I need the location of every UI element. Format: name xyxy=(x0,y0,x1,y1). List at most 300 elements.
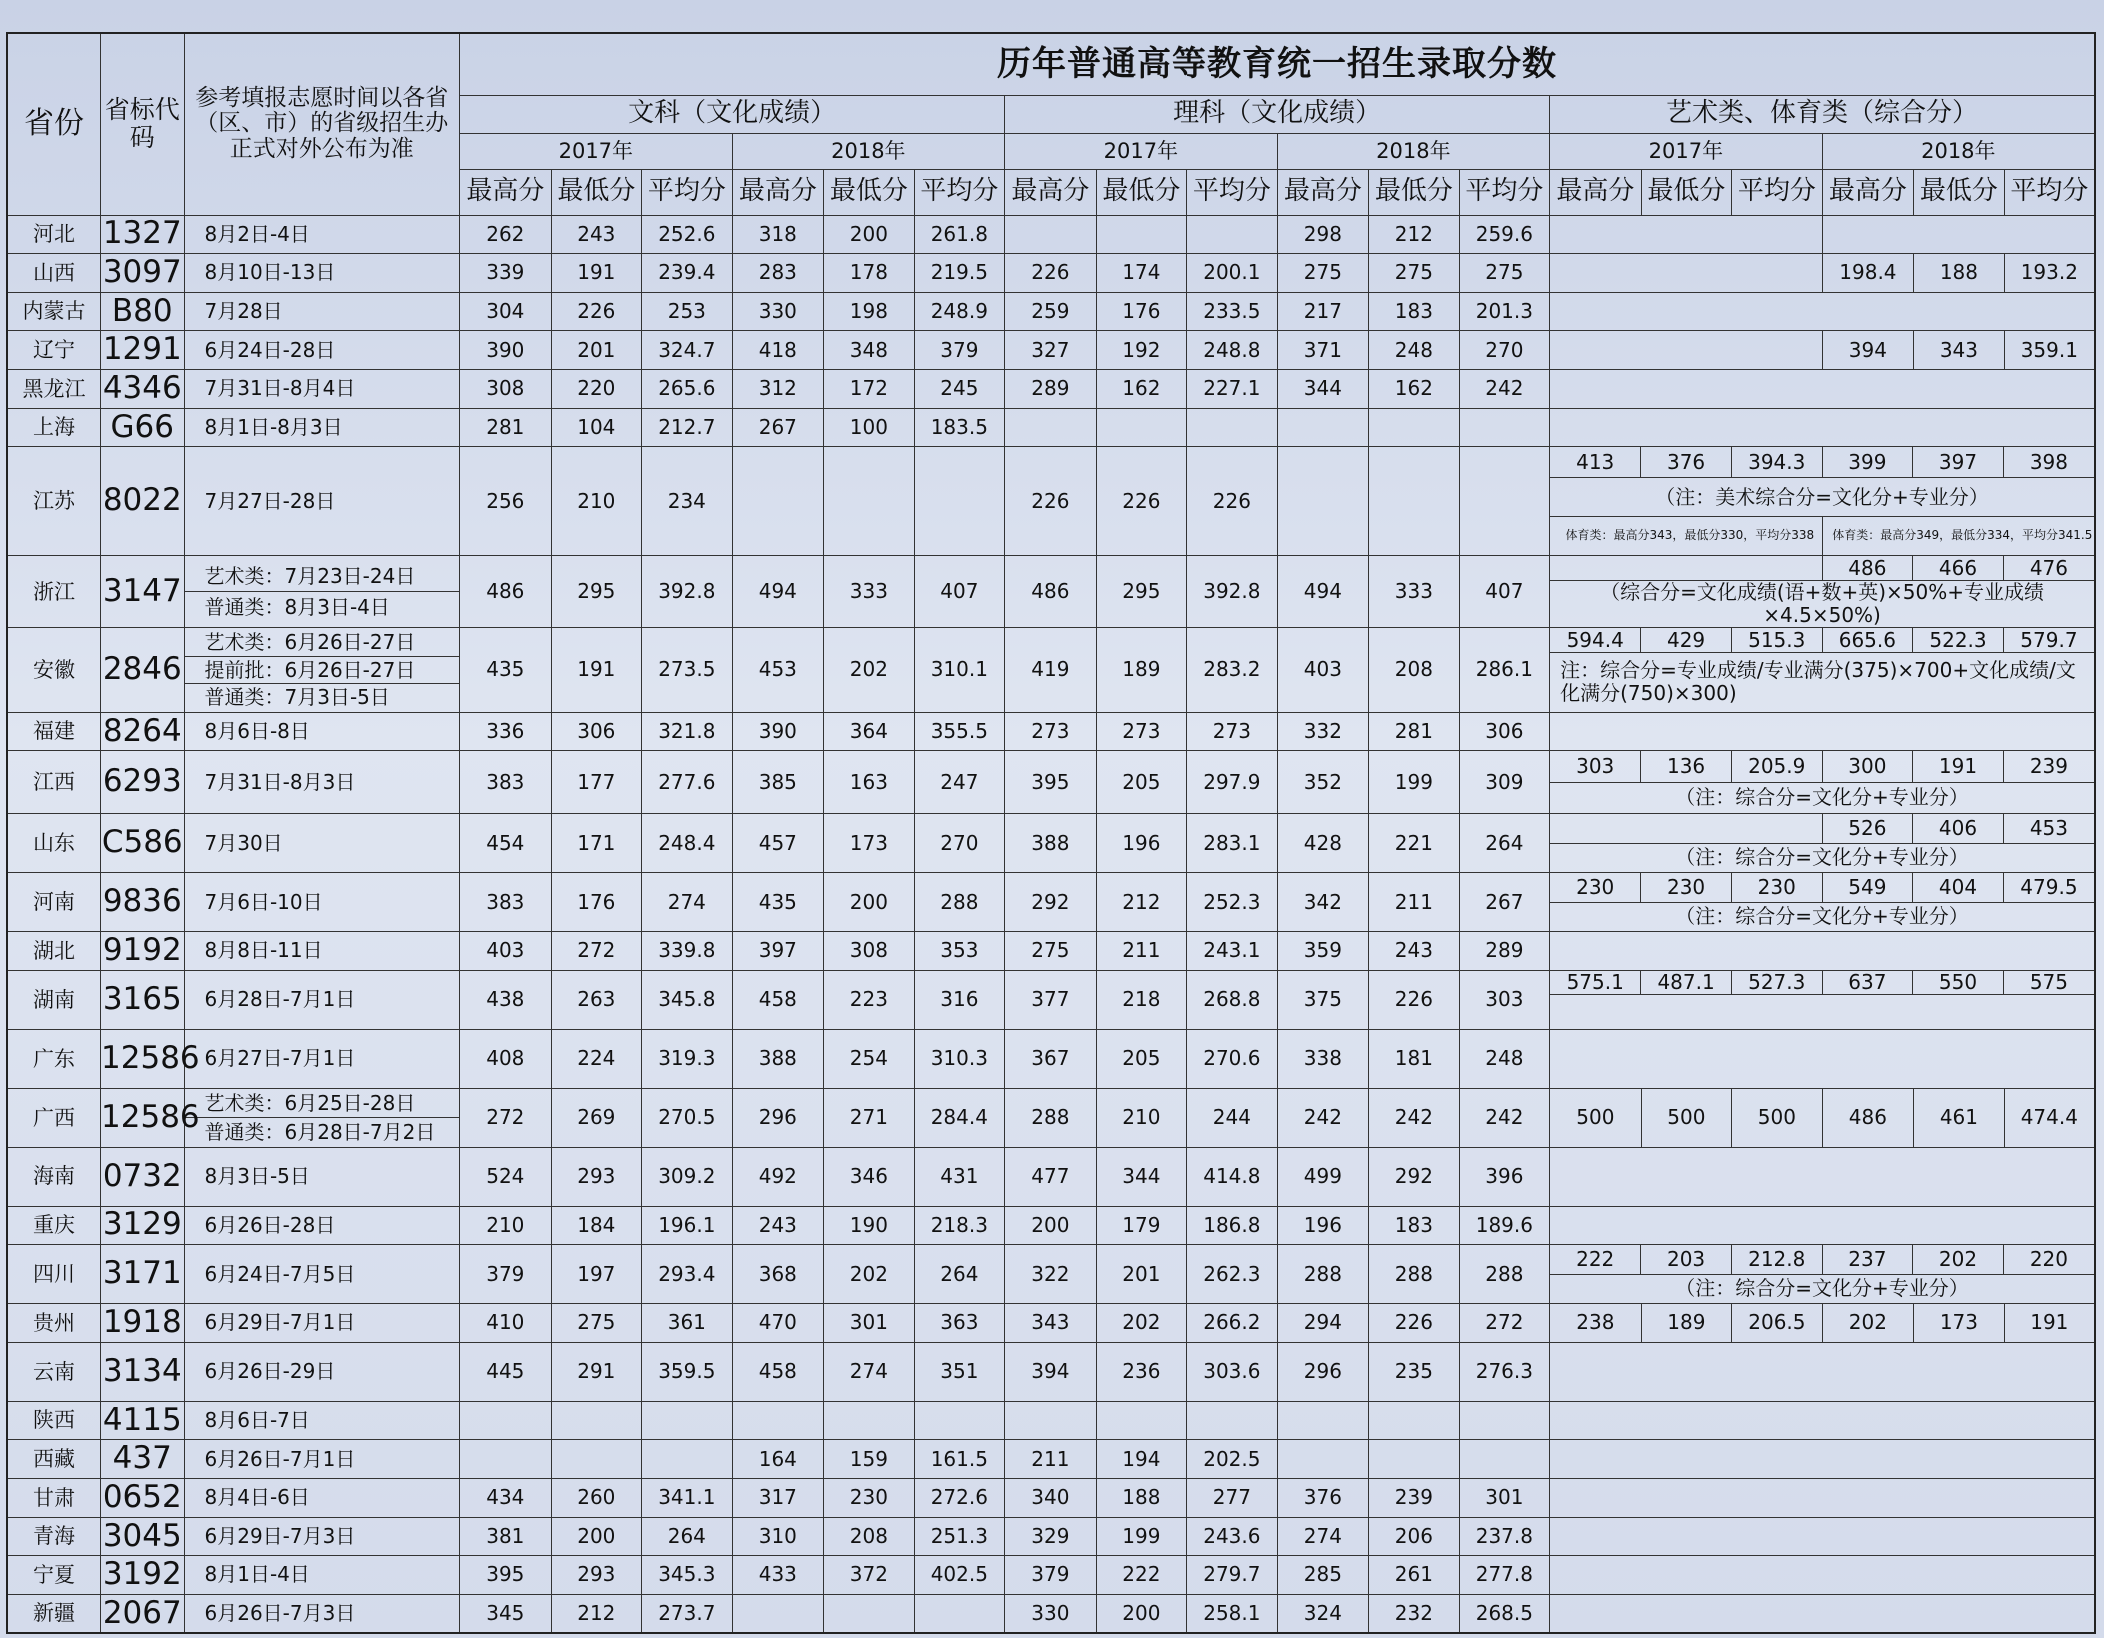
lk17-max: 327 xyxy=(1005,331,1097,370)
table-row xyxy=(7,1088,2095,1147)
wk18-max: 267 xyxy=(732,408,824,447)
lk18-avg: 264 xyxy=(1459,814,1550,873)
wk17-max: 435 xyxy=(460,628,552,712)
wk17-min: 177 xyxy=(551,751,642,814)
lk18-max: 196 xyxy=(1277,1206,1369,1245)
lk18-min: 235 xyxy=(1369,1342,1460,1401)
lk18-max: 275 xyxy=(1277,254,1369,293)
table-row xyxy=(7,1342,2095,1401)
arts-value: 413 xyxy=(1550,447,1641,477)
art-subtable xyxy=(1550,556,2094,627)
wk18-min: 200 xyxy=(824,873,915,932)
lk17-avg: 202.5 xyxy=(1187,1440,1278,1479)
wk18-avg: 248.9 xyxy=(914,292,1005,331)
wk17-avg: 273.7 xyxy=(642,1594,733,1633)
lk17-max xyxy=(1005,408,1097,447)
wk18-min: 346 xyxy=(824,1147,915,1206)
arts-empty xyxy=(1550,994,2094,1028)
lk17-max: 395 xyxy=(1005,751,1097,814)
lk18-min: 239 xyxy=(1369,1478,1460,1517)
province-name: 云南 xyxy=(7,1342,101,1401)
wk18-avg xyxy=(914,1401,1005,1440)
table-row xyxy=(7,1401,2095,1440)
province-code: 3129 xyxy=(101,1206,184,1245)
score-rows xyxy=(7,215,2095,1633)
lk17-max: 367 xyxy=(1005,1029,1097,1088)
arts-note: （注：综合分=文化分+专业分） xyxy=(1550,902,2094,931)
wk17-min: 176 xyxy=(551,873,642,932)
province-name: 新疆 xyxy=(7,1594,101,1633)
province-name: 陕西 xyxy=(7,1401,101,1440)
wk17-min: 191 xyxy=(551,628,642,712)
lk17-avg: 270.6 xyxy=(1187,1029,1278,1088)
province-name: 山东 xyxy=(7,814,101,873)
wk17-max xyxy=(460,1440,552,1479)
arts-empty xyxy=(1550,408,2095,447)
lk17-avg: 227.1 xyxy=(1187,370,1278,409)
province-code: 1291 xyxy=(101,331,184,370)
wk17-max: 395 xyxy=(460,1556,552,1595)
header-max: 最高分 xyxy=(732,169,824,215)
lk17-max: 394 xyxy=(1005,1342,1097,1401)
wk17-max: 281 xyxy=(460,408,552,447)
arts-block xyxy=(1550,1245,2095,1304)
lk17-min: 344 xyxy=(1096,1147,1187,1206)
header-min: 最低分 xyxy=(551,169,642,215)
lk18-min: 212 xyxy=(1369,215,1460,254)
wk17-avg: 359.5 xyxy=(642,1342,733,1401)
wk17-max: 390 xyxy=(460,331,552,370)
wk17-avg: 321.8 xyxy=(642,712,733,751)
arts-empty xyxy=(1550,556,1822,581)
lk17-max: 377 xyxy=(1005,970,1097,1029)
province-code: 3147 xyxy=(101,556,184,628)
group-like: 理科（文化成绩） xyxy=(1005,95,1550,133)
lk17-avg: 303.6 xyxy=(1187,1342,1278,1401)
header-max: 最高分 xyxy=(1277,169,1369,215)
wk17-max: 339 xyxy=(460,254,552,293)
wk17-min: 191 xyxy=(551,254,642,293)
lk18-min: 206 xyxy=(1369,1517,1460,1556)
ar17-min: 500 xyxy=(1641,1088,1732,1147)
wk17-min: 275 xyxy=(551,1304,642,1343)
arts-value: 550 xyxy=(1913,971,2004,995)
lk18-max: 285 xyxy=(1277,1556,1369,1595)
wk17-min: 293 xyxy=(551,1147,642,1206)
lk17-avg: 258.1 xyxy=(1187,1594,1278,1633)
arts-value: 230 xyxy=(1731,873,1822,902)
lk17-min: 236 xyxy=(1096,1342,1187,1401)
arts-value: 579.7 xyxy=(2020,627,2078,652)
lk18-avg: 201.3 xyxy=(1459,292,1550,331)
lk18-max xyxy=(1277,447,1369,556)
lk17-max: 340 xyxy=(1005,1478,1097,1517)
lk18-max: 494 xyxy=(1277,556,1369,628)
arts-empty xyxy=(1550,712,2095,751)
apply-time: 6月24日-28日 xyxy=(184,331,460,370)
lk18-min: 183 xyxy=(1369,1206,1460,1245)
group-arts: 艺术类、体育类（综合分） xyxy=(1550,95,2095,133)
wk18-max: 312 xyxy=(732,370,824,409)
wk18-max xyxy=(732,1594,824,1633)
province-name: 湖北 xyxy=(7,932,101,971)
ar18-min: 461 xyxy=(1914,1088,2005,1147)
province-code: 6293 xyxy=(101,751,184,814)
lk17-avg: 283.1 xyxy=(1187,814,1278,873)
year-2017: 2017年 xyxy=(1550,133,1823,169)
arts-value: 222 xyxy=(1550,1245,1641,1274)
wk18-avg xyxy=(914,447,1005,556)
lk17-avg: 279.7 xyxy=(1187,1556,1278,1595)
wk17-avg: 252.6 xyxy=(642,215,733,254)
arts-block xyxy=(1550,873,2095,932)
lk17-avg xyxy=(1187,1401,1278,1440)
wk18-max xyxy=(732,447,824,556)
apply-time: 8月6日-7日 xyxy=(184,1401,460,1440)
lk18-avg: 267 xyxy=(1459,873,1550,932)
wk17-avg: 339.8 xyxy=(642,932,733,971)
arts-empty xyxy=(1550,1478,2095,1517)
group-wenke: 文科（文化成绩） xyxy=(460,95,1005,133)
wk17-avg: 361 xyxy=(642,1304,733,1343)
wk17-min: 201 xyxy=(551,331,642,370)
province-name: 江西 xyxy=(7,751,101,814)
wk18-max: 318 xyxy=(732,215,824,254)
ar18-max: 202 xyxy=(1822,1304,1914,1343)
lk18-min xyxy=(1369,1440,1460,1479)
province-name: 广西 xyxy=(7,1088,101,1147)
wk18-min: 364 xyxy=(824,712,915,751)
wk17-min xyxy=(551,1401,642,1440)
wk18-max: 470 xyxy=(732,1304,824,1343)
lk17-avg: 243.1 xyxy=(1187,932,1278,971)
lk17-min: 200 xyxy=(1096,1594,1187,1633)
arts-value: 594.4 xyxy=(1550,628,1641,652)
lk17-avg: 233.5 xyxy=(1187,292,1278,331)
lk17-avg: 268.8 xyxy=(1187,970,1278,1029)
province-code: 12586 xyxy=(101,1088,184,1147)
wk17-min xyxy=(551,1440,642,1479)
province-name: 黑龙江 xyxy=(7,370,101,409)
lk17-avg: 244 xyxy=(1187,1088,1278,1147)
lk18-min xyxy=(1369,408,1460,447)
wk18-max: 164 xyxy=(732,1440,824,1479)
ar17-max: 500 xyxy=(1550,1088,1642,1147)
wk18-max: 492 xyxy=(732,1147,824,1206)
province-code: 4346 xyxy=(101,370,184,409)
wk18-max: 368 xyxy=(732,1245,824,1304)
lk17-max: 275 xyxy=(1005,932,1097,971)
lk17-min: 211 xyxy=(1096,932,1187,971)
wk17-avg xyxy=(642,1401,733,1440)
wk18-max: 433 xyxy=(732,1556,824,1595)
arts-value: 575 xyxy=(2029,969,2068,994)
lk18-avg: 242 xyxy=(1459,370,1550,409)
ar17-min: 189 xyxy=(1641,1304,1732,1343)
arts-value: 303 xyxy=(1550,751,1641,782)
wk18-max: 390 xyxy=(732,712,824,751)
wk18-avg: 183.5 xyxy=(914,408,1005,447)
province-code: 9836 xyxy=(101,873,184,932)
table-row xyxy=(7,814,2095,873)
arts-empty xyxy=(1550,1517,2095,1556)
arts-2018-avg: 453 xyxy=(2029,815,2068,840)
header-min: 最低分 xyxy=(1369,169,1460,215)
pe-2018: 体育类：最高分349，最低分334，平均分341.5 xyxy=(1822,516,2094,555)
lk17-avg: 392.8 xyxy=(1187,556,1278,628)
arts-2017-empty xyxy=(1550,254,1823,293)
header-avg: 平均分 xyxy=(2004,169,2095,215)
apply-time xyxy=(184,556,460,628)
lk17-max: 379 xyxy=(1005,1556,1097,1595)
apply-time: 8月3日-5日 xyxy=(184,1147,460,1206)
apply-time: 6月28日-7月1日 xyxy=(184,970,460,1029)
wk17-min: 210 xyxy=(551,447,642,556)
province-code: B80 xyxy=(101,292,184,331)
wk18-max: 283 xyxy=(732,254,824,293)
wk18-min: 200 xyxy=(824,215,915,254)
arts-2018-avg: 476 xyxy=(2029,555,2068,580)
wk18-avg: 272.6 xyxy=(914,1478,1005,1517)
province-code: 0732 xyxy=(101,1147,184,1206)
wk18-avg: 219.5 xyxy=(914,254,1005,293)
arts-2018-max: 486 xyxy=(1822,556,1913,581)
lk18-avg: 275 xyxy=(1459,254,1550,293)
province-code: C586 xyxy=(101,814,184,873)
arts-value: 429 xyxy=(1641,628,1732,652)
lk17-max: 226 xyxy=(1005,447,1097,556)
lk18-avg: 288 xyxy=(1459,1245,1550,1304)
lk17-avg: 226 xyxy=(1187,447,1278,556)
lk18-avg: 306 xyxy=(1459,712,1550,751)
wk18-avg: 316 xyxy=(914,970,1005,1029)
lk17-avg: 297.9 xyxy=(1187,751,1278,814)
ar18-min: 343 xyxy=(1914,331,2005,370)
lk17-max: 388 xyxy=(1005,814,1097,873)
arts-value: 230 xyxy=(1641,873,1732,902)
apply-time: 7月6日-10日 xyxy=(184,873,460,932)
wk18-min: 172 xyxy=(824,370,915,409)
arts-note: （综合分=文化成绩(语+数+英)×50%+专业成绩×4.5×50%) xyxy=(1550,581,2094,628)
arts-value: 237 xyxy=(1822,1245,1913,1274)
province-name: 湖南 xyxy=(7,970,101,1029)
province-code: 1918 xyxy=(101,1304,184,1343)
wk18-avg: 247 xyxy=(914,751,1005,814)
province-code: 0652 xyxy=(101,1478,184,1517)
lk18-max: 375 xyxy=(1277,970,1369,1029)
wk18-min: 159 xyxy=(824,1440,915,1479)
pe-2017: 体育类：最高分343，最低分330，平均分338 xyxy=(1550,516,1822,555)
wk18-max: 453 xyxy=(732,628,824,712)
table-row xyxy=(7,1029,2095,1088)
lk17-avg: 186.8 xyxy=(1187,1206,1278,1245)
lk18-min: 183 xyxy=(1369,292,1460,331)
wk18-avg: 379 xyxy=(914,331,1005,370)
lk17-max: 343 xyxy=(1005,1304,1097,1343)
year-2017: 2017年 xyxy=(460,133,733,169)
arts-note: （注：综合分=文化分+专业分） xyxy=(1550,843,2094,872)
wk18-max: 243 xyxy=(732,1206,824,1245)
lk17-max: 330 xyxy=(1005,1594,1097,1633)
wk18-min: 163 xyxy=(824,751,915,814)
lk17-avg: 277 xyxy=(1187,1478,1278,1517)
wk17-avg: 265.6 xyxy=(642,370,733,409)
apply-time: 6月26日-28日 xyxy=(184,1206,460,1245)
table-row xyxy=(7,628,2095,712)
wk17-min: 212 xyxy=(551,1594,642,1633)
lk18-max: 332 xyxy=(1277,712,1369,751)
table-row xyxy=(7,254,2095,293)
wk18-avg: 431 xyxy=(914,1147,1005,1206)
wk17-max xyxy=(460,1401,552,1440)
wk18-max: 397 xyxy=(732,932,824,971)
wk17-avg: 319.3 xyxy=(642,1029,733,1088)
lk18-avg: 270 xyxy=(1459,331,1550,370)
wk18-avg: 261.8 xyxy=(914,215,1005,254)
arts-value: 637 xyxy=(1822,971,1913,995)
header-min: 最低分 xyxy=(1096,169,1187,215)
apply-time: 8月8日-11日 xyxy=(184,932,460,971)
province-code: 8022 xyxy=(101,447,184,556)
apply-time: 8月4日-6日 xyxy=(184,1478,460,1517)
table-row xyxy=(7,292,2095,331)
lk17-min: 196 xyxy=(1096,814,1187,873)
province-name: 宁夏 xyxy=(7,1556,101,1595)
lk18-max: 324 xyxy=(1277,1594,1369,1633)
arts-value: 205.9 xyxy=(1731,751,1822,782)
lk17-min: 179 xyxy=(1096,1206,1187,1245)
lk17-avg: 200.1 xyxy=(1187,254,1278,293)
table-row xyxy=(7,712,2095,751)
wk18-min: 301 xyxy=(824,1304,915,1343)
year-2018: 2018年 xyxy=(1277,133,1550,169)
lk18-avg: 286.1 xyxy=(1459,628,1550,712)
lk17-max: 200 xyxy=(1005,1206,1097,1245)
ar18-avg: 359.1 xyxy=(2004,331,2095,370)
lk18-max: 242 xyxy=(1277,1088,1369,1147)
wk18-min: 190 xyxy=(824,1206,915,1245)
lk18-max: 274 xyxy=(1277,1517,1369,1556)
province-name: 青海 xyxy=(7,1517,101,1556)
lk18-max: 217 xyxy=(1277,292,1369,331)
arts-empty xyxy=(1550,814,1822,843)
wk17-min: 260 xyxy=(551,1478,642,1517)
arts-empty xyxy=(1550,1594,2095,1633)
arts-value: 212.8 xyxy=(1731,1245,1822,1274)
province-name: 甘肃 xyxy=(7,1478,101,1517)
arts-value: 230 xyxy=(1550,873,1641,902)
wk18-avg: 161.5 xyxy=(914,1440,1005,1479)
lk18-min: 208 xyxy=(1369,628,1460,712)
arts-block xyxy=(1550,814,2095,873)
wk18-min: 173 xyxy=(824,814,915,873)
province-code: 3192 xyxy=(101,1556,184,1595)
table-row xyxy=(7,751,2095,814)
province-name: 河南 xyxy=(7,873,101,932)
lk18-max: 352 xyxy=(1277,751,1369,814)
wk18-min: 271 xyxy=(824,1088,915,1147)
arts-empty xyxy=(1550,1556,2095,1595)
arts-value: 300 xyxy=(1822,751,1913,782)
lk18-min: 261 xyxy=(1369,1556,1460,1595)
wk18-min: 274 xyxy=(824,1342,915,1401)
province-code: G66 xyxy=(101,408,184,447)
lk17-min: 189 xyxy=(1096,628,1187,712)
arts-2018-min: 466 xyxy=(1913,556,2004,581)
lk18-max: 359 xyxy=(1277,932,1369,971)
lk17-min: 176 xyxy=(1096,292,1187,331)
province-name: 浙江 xyxy=(7,556,101,628)
art-subtable xyxy=(1550,873,2094,931)
arts-value: 399 xyxy=(1822,447,1913,477)
wk18-min: 202 xyxy=(824,1245,915,1304)
lk18-avg: 272 xyxy=(1459,1304,1550,1343)
province-code: 9192 xyxy=(101,932,184,971)
lk18-max: 288 xyxy=(1277,1245,1369,1304)
ar18-max: 486 xyxy=(1822,1088,1914,1147)
lk17-avg xyxy=(1187,215,1278,254)
score-table-wrapper xyxy=(6,32,2096,1634)
wk18-avg: 310.1 xyxy=(914,628,1005,712)
wk17-min: 226 xyxy=(551,292,642,331)
wk17-avg: 345.8 xyxy=(642,970,733,1029)
province-code: 3165 xyxy=(101,970,184,1029)
lk17-min xyxy=(1096,215,1187,254)
province-code: 3134 xyxy=(101,1342,184,1401)
lk18-max: 403 xyxy=(1277,628,1369,712)
art-subtable xyxy=(1550,971,2094,1029)
header-avg: 平均分 xyxy=(914,169,1005,215)
table-title: 历年普通高等教育统一招生录取分数 xyxy=(460,33,2095,95)
wk17-avg: 234 xyxy=(642,447,733,556)
lk18-max: 344 xyxy=(1277,370,1369,409)
lk18-avg xyxy=(1459,1401,1550,1440)
wk17-avg: 293.4 xyxy=(642,1245,733,1304)
arts-value: 665.6 xyxy=(1822,628,1913,652)
lk18-avg: 396 xyxy=(1459,1147,1550,1206)
lk17-min: 205 xyxy=(1096,751,1187,814)
wk17-min: 224 xyxy=(551,1029,642,1088)
wk17-max: 262 xyxy=(460,215,552,254)
province-code: 1327 xyxy=(101,215,184,254)
lk17-max: 273 xyxy=(1005,712,1097,751)
art-subtable xyxy=(1550,628,2094,711)
apply-time: 7月31日-8月4日 xyxy=(184,370,460,409)
lk18-min: 226 xyxy=(1369,1304,1460,1343)
ar18-avg: 474.4 xyxy=(2004,1088,2095,1147)
province-name: 河北 xyxy=(7,215,101,254)
lk17-min: 205 xyxy=(1096,1029,1187,1088)
table-row xyxy=(7,1304,2095,1343)
wk17-avg: 264 xyxy=(642,1517,733,1556)
lk17-min: 188 xyxy=(1096,1478,1187,1517)
art-subtable xyxy=(1550,447,2094,555)
apply-time: 8月2日-4日 xyxy=(184,215,460,254)
arts-empty xyxy=(1550,1440,2095,1479)
lk18-max: 342 xyxy=(1277,873,1369,932)
lk17-min: 201 xyxy=(1096,1245,1187,1304)
arts-empty xyxy=(1550,1401,2095,1440)
apply-time-line: 艺术类：6月26日-27日 xyxy=(185,629,460,656)
header-province: 省份 xyxy=(7,33,101,215)
lk18-min: 199 xyxy=(1369,751,1460,814)
apply-time: 7月28日 xyxy=(184,292,460,331)
lk17-max xyxy=(1005,215,1097,254)
lk18-avg xyxy=(1459,408,1550,447)
wk17-avg: 309.2 xyxy=(642,1147,733,1206)
lk18-min: 211 xyxy=(1369,873,1460,932)
wk17-min: 184 xyxy=(551,1206,642,1245)
